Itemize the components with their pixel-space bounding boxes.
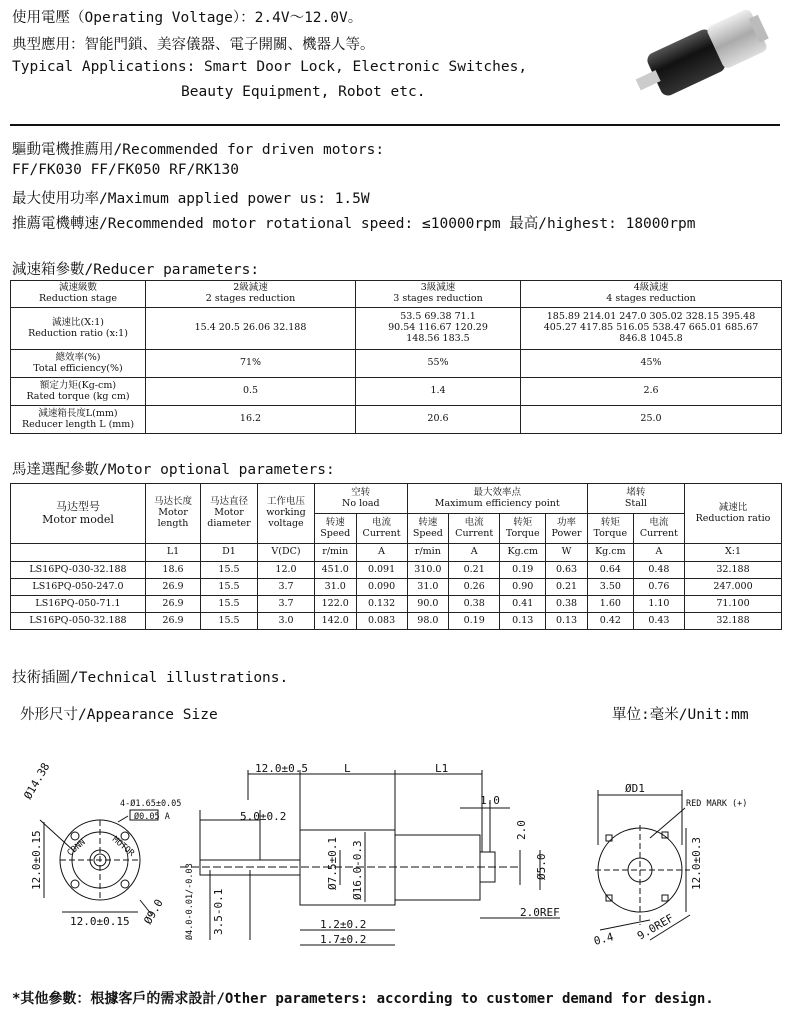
length-4: 25.0 [521,406,782,434]
dim-L: L [344,762,351,775]
table-cell: 31.0 [315,579,357,596]
h-noload: No load [342,497,380,509]
sub-torque: 转矩 [513,516,533,528]
stage-2-en: 2 stages reduction [205,293,296,304]
h-maxeff: Maximum efficiency point [434,497,560,509]
dim-d04: 0.4 [592,930,615,948]
dim-d9: Ø9.0 [141,897,166,927]
illustrations-title: 技術插圖/Technical illustrations. [12,670,289,686]
table-cell: 0.19 [449,613,500,630]
torque-3: 1.4 [356,378,521,406]
unit-cell: V(DC) [258,544,315,562]
length-label-en: Reducer length L (mm) [21,418,135,430]
efficiency-4: 45% [521,350,782,378]
efficiency-3: 55% [356,350,521,378]
h-stall: 堵转 [626,486,646,498]
gear-motor-photo [632,0,782,110]
unit-cell: Kg.cm [587,544,633,562]
motor-model-cell: LS16PQ-050-32.188 [11,613,146,630]
table-cell: 18.6 [146,562,201,579]
unit-cell: X:1 [685,544,782,562]
ratio-3-line: 53.5 69.38 71.1 [400,311,476,323]
stage-label-en: Reduction stage [38,293,118,304]
unit-label: 單位:毫米/Unit:mm [612,707,749,723]
h-ratio: Reduction ratio [695,512,771,524]
table-cell: 0.13 [546,613,588,630]
table-cell: 122.0 [315,596,357,613]
table-cell: 0.48 [633,562,684,579]
motor-models: FF/FK030 FF/FK050 RF/RK130 [12,162,239,178]
table-cell: 32.188 [685,562,782,579]
table-cell: 3.7 [258,579,315,596]
unit-cell: r/min [315,544,357,562]
voltage-line: 使用電壓（Operating Voltage）：2.4V～12.0V。 [12,10,363,26]
reducer-title: 減速箱參數/Reducer parameters: [12,262,260,278]
label-motor: MOTOR [110,834,137,859]
sub-current: Current [639,527,678,539]
sub-current: Current [455,527,494,539]
dim-d1438: Ø14.38 [21,760,53,802]
table-cell: 15.5 [201,579,258,596]
unit-cell: A [449,544,500,562]
h-voltage: working [266,507,306,519]
table-cell: 451.0 [315,562,357,579]
table-cell: 0.64 [587,562,633,579]
ratio-2: 15.4 20.5 26.06 32.188 [146,308,356,350]
efficiency-label-en: Total efficiency(%) [33,362,123,374]
dim-d17: 1.7±0.2 [320,933,367,946]
table-cell: 15.5 [201,596,258,613]
dim-tol: Ø0.05 A [134,812,170,822]
label-red-mark: RED MARK (+) [686,799,748,809]
sub-current: 电流 [372,516,392,528]
motor-model-cell: LS16PQ-050-247.0 [11,579,146,596]
unit-cell: A [633,544,684,562]
table-cell: 26.9 [146,613,201,630]
table-cell: 310.0 [407,562,449,579]
dim-d1-0: 1.0 [480,794,500,807]
table-row [11,596,782,613]
sub-torque: Torque [593,527,628,539]
dim-d75: Ø7.5±0.1 [326,837,339,890]
table-cell: 0.41 [500,596,546,613]
table-row [11,579,782,596]
table-cell: 0.132 [356,596,407,613]
dim-d16: Ø16.0-0.3 [351,840,364,900]
torque-2: 0.5 [146,378,356,406]
length-2: 16.2 [146,406,356,434]
ratio-label-cn: 減速比(X:1) [52,316,104,328]
table-cell: 0.091 [356,562,407,579]
table-cell: 0.26 [449,579,500,596]
unit-cell: D1 [201,544,258,562]
table-cell: 247.000 [685,579,782,596]
stage-4-cn: 4級減速 [633,282,669,294]
dim-dD1: ØD1 [625,782,645,795]
torque-4: 2.6 [521,378,782,406]
h-length: Motor [158,507,188,519]
reducer-table [10,280,782,434]
motor-model-cell: LS16PQ-050-71.1 [11,596,146,613]
h-maxeff: 最大效率点 [473,486,521,498]
table-row [11,613,782,630]
ratio-4-line: 405.27 417.85 516.05 538.47 665.01 685.67 [543,322,759,334]
table-cell: 0.42 [587,613,633,630]
sub-current: 电流 [464,516,484,528]
table-cell: 1.60 [587,596,633,613]
dim-w12a: 12.0±0.15 [70,915,130,928]
dim-ref9: 9.0REF [635,911,676,943]
table-cell: 0.19 [500,562,546,579]
technical-drawing [0,740,790,980]
table-cell: 0.38 [449,596,500,613]
ratio-label-en: Reduction ratio (x:1) [28,327,128,339]
h-voltage: 工作电压 [266,496,305,508]
table-cell: 0.76 [633,579,684,596]
dim-d2-0: 2.0 [515,820,528,840]
table-cell: 0.13 [500,613,546,630]
torque-label-en: Rated torque (kg cm) [26,390,130,402]
sub-speed: 转速 [325,516,345,528]
appearance-size: 外形尺寸/Appearance Size [20,707,218,723]
units-row [11,544,782,562]
dim-h12a: 12.0±0.15 [30,830,43,890]
table-cell: 142.0 [315,613,357,630]
applications-en-2: Beauty Equipment, Robot etc. [181,84,426,100]
ratio-4-line: 846.8 1045.8 [619,332,683,344]
h-stall: Stall [624,497,647,509]
sub-speed: Speed [320,527,351,539]
table-row [11,562,782,579]
h-diameter: diameter [207,517,251,529]
h-diameter: Motor [214,507,244,519]
table-cell: 26.9 [146,596,201,613]
table-cell: 98.0 [407,613,449,630]
table-cell: 26.9 [146,579,201,596]
table-cell: 12.0 [258,562,315,579]
applications-cn: 典型應用：智能門鎖、美容儀器、電子開關、機器人等。 [12,37,375,53]
dim-w12b: 12.0±0.5 [255,762,308,775]
rotational-speed: 推薦電機轉速/Recommended motor rotational speed: ≤10000rpm 最高/highest: 18000rpm [12,216,696,232]
table-cell: 15.5 [201,562,258,579]
applications-en-1: Typical Applications: Smart Door Lock, Electronic Switches, [12,59,528,75]
dim-L1: L1 [435,762,449,775]
table-cell: 0.38 [546,596,588,613]
h-length: length [157,517,189,529]
table-cell: 15.5 [201,613,258,630]
table-cell: 0.43 [633,613,684,630]
divider [10,124,780,126]
recommended-motors: 驅動電機推薦用/Recommended for driven motors: [12,142,385,158]
table-cell: 31.0 [407,579,449,596]
sub-current: Current [362,527,401,539]
h-diameter: 马达直径 [209,496,248,508]
table-cell: 1.10 [633,596,684,613]
stage-2-cn: 2級減速 [233,282,268,294]
unit-cell: W [546,544,588,562]
torque-label-cn: 額定力矩(Kg-cm) [39,379,117,391]
table-cell: 3.50 [587,579,633,596]
h-ratio: 减速比 [718,501,748,513]
sub-power: 功率 [557,516,577,528]
max-power: 最大使用功率/Maximum applied power us: 1.5W [12,191,370,207]
footer-note: *其他參數：根據客戶的需求設計/Other parameters: according to customer demand for design. [12,991,714,1007]
dim-d5: 5.0±0.2 [240,810,287,823]
h-length: 马达长度 [153,496,192,508]
unit-cell: r/min [407,544,449,562]
dim-d35: 3.5-0.1 [212,888,225,935]
table-cell: 0.083 [356,613,407,630]
stage-label-cn: 減速級數 [58,282,97,294]
ratio-3-line: 90.54 116.67 120.29 [388,322,488,334]
sub-torque: Torque [505,527,540,539]
length-3: 20.6 [356,406,521,434]
table-cell: 32.188 [685,613,782,630]
efficiency-label-cn: 總效率(%) [55,351,101,363]
ratio-3-line: 148.56 183.5 [406,332,470,344]
table-cell: 0.090 [356,579,407,596]
table-cell: 90.0 [407,596,449,613]
dim-holes: 4-Ø1.65±0.05 [120,799,182,809]
label-conn: CONN [65,837,88,859]
table-cell: 0.21 [449,562,500,579]
table-cell: 0.21 [546,579,588,596]
h-model-cn: 马达型号 [56,499,100,513]
sub-speed: Speed [412,527,443,539]
sub-torque: 转矩 [600,516,620,528]
stage-4-en: 4 stages reduction [606,293,696,304]
ratio-4-line: 185.89 214.01 247.0 305.02 328.15 395.48 [546,311,756,323]
length-label-cn: 減速箱長度L(mm) [38,407,118,419]
h-voltage: voltage [268,517,304,529]
motor-model-cell: LS16PQ-030-32.188 [11,562,146,579]
side-view-drawing [180,770,560,945]
sub-speed: 转速 [418,516,438,528]
unit-cell: L1 [146,544,201,562]
dim-d50: Ø5.0 [535,853,548,880]
dim-d40: Ø4.0-0.01/-0.03 [185,863,195,940]
table-cell: 3.0 [258,613,315,630]
h-noload: 空转 [351,486,371,498]
motor-params-title: 馬達選配參數/Motor optional parameters: [12,462,335,478]
dim-d12b: 1.2±0.2 [320,918,367,931]
dim-h12c: 12.0±0.3 [690,837,703,890]
table-cell: 3.7 [258,596,315,613]
stage-3-en: 3 stages reduction [393,293,483,304]
stage-3-cn: 3級減速 [420,282,456,294]
table-cell: 71.100 [685,596,782,613]
sub-power: Power [551,527,582,539]
efficiency-2: 71% [146,350,356,378]
motor-params-table [10,483,782,630]
sub-current: 电流 [649,516,669,528]
front-view-drawing [40,810,158,915]
unit-cell: Kg.cm [500,544,546,562]
table-cell: 0.63 [546,562,588,579]
h-model-en: Motor model [42,512,114,526]
unit-cell: A [356,544,407,562]
table-cell: 0.90 [500,579,546,596]
dim-ref2: 2.0REF [520,906,560,919]
